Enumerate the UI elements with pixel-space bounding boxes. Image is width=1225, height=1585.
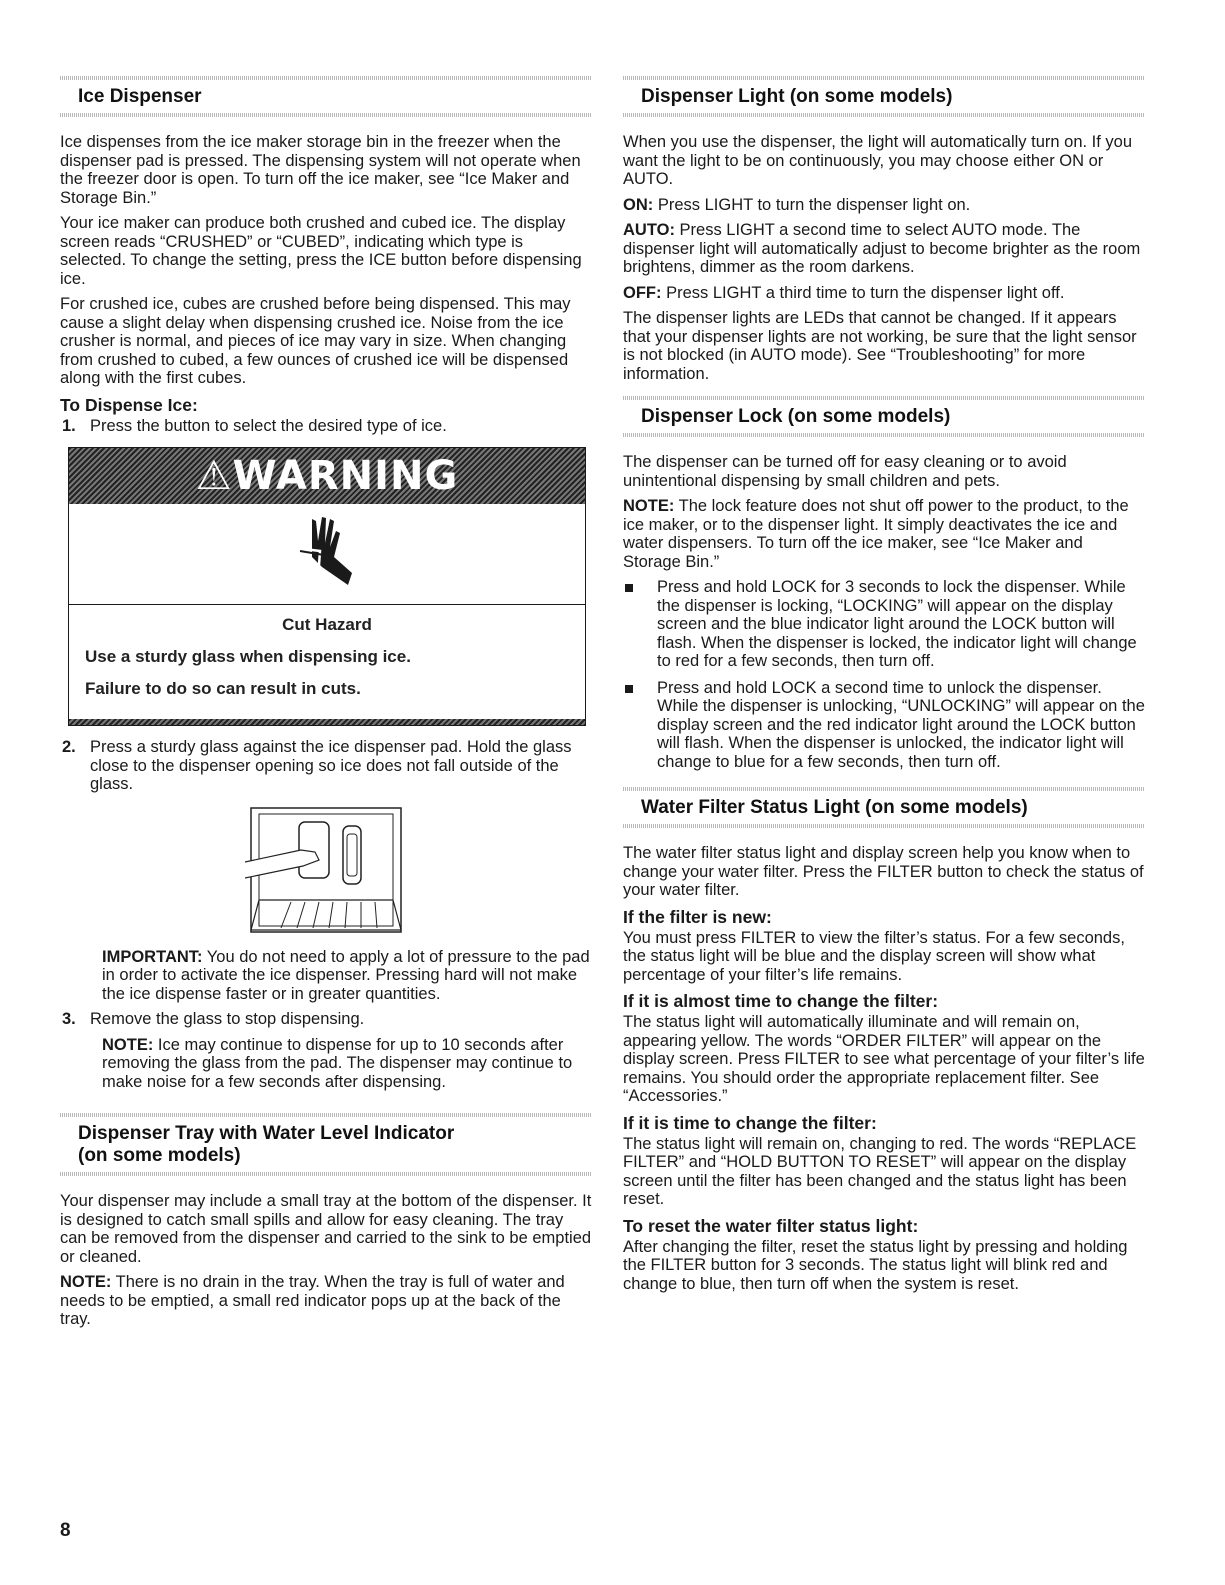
section-header-dispenser-light (623, 70, 1145, 125)
subheading: If it is time to change the filter: (623, 1112, 877, 1133)
subheading: If it is almost time to change the filter: (623, 991, 939, 1011)
step-number: 2. (62, 738, 76, 756)
warning-line: Failure to do so can result in cuts. (85, 679, 361, 698)
heading-dispenser-light: Dispenser Light (on some models) (641, 86, 953, 107)
list-item (623, 578, 1145, 671)
section-header-dispenser-tray (60, 1107, 592, 1184)
light-off: OFF: Press LIGHT a third time to turn the dispenser light off. (623, 283, 1065, 302)
step-3 (60, 1010, 592, 1029)
section-header-dispenser-lock (623, 390, 1145, 445)
heading-water-filter: Water Filter Status Light (on some models) (641, 797, 1028, 818)
bullet-icon (625, 584, 633, 592)
paragraph: After changing the filter, reset the status light by pressing and holding the FILTER button for 3 seconds. The status light will blink red and change to blue, then turn off when the system is reset. (623, 1237, 1128, 1293)
paragraph: The status light will automatically illuminate and will remain on, appearing yellow. The words “ORDER FILTER” will appear on the display screen. Press FILTER to see what percentage of your filter’s life remains. You should order the appropriate replacement filter. See “Accessories.” (623, 1013, 1145, 1105)
light-on: ON: Press LIGHT to turn the dispenser light on. (623, 195, 971, 214)
paragraph: When you use the dispenser, the light will automatically turn on. If you want the light to be on continuously, you may choose either ON or AUTO. (623, 133, 1133, 188)
note: NOTE: The lock feature does not shut off power to the product, to the ice maker, or to the dispenser light. It simply deactivates the ice and water dispensers. To turn off the ice maker, see “Ice Maker and Storage Bin.” (623, 497, 1129, 571)
list-item-text: Press and hold LOCK for 3 seconds to lock the dispenser. While the dispenser is locking, “LOCKING” will appear on the display screen and the blue indicator light around the LOCK button will flash. When the dispenser is locked, the indicator light will change to red for a few seconds, then turn off. (657, 578, 1137, 670)
paragraph: The status light will remain on, changing to red. The words “REPLACE FILTER” and “HOLD BUTTON TO RESET” will appear on the display screen until the filter has been changed and the status light has been reset. (623, 1134, 1137, 1208)
paragraph: You must press FILTER to view the filter’s status. For a few seconds, the status light will be blue and the display screen will show what percentage of your filter’s life remains. (623, 928, 1125, 984)
bullet-icon (625, 685, 633, 693)
section-header-ice-dispenser (60, 70, 592, 125)
warning-box (68, 447, 586, 726)
light-auto: AUTO: Press LIGHT a second time to select AUTO mode. The dispenser light will automatically adjust to become brighter as the room brightens, dimmer as the room darkens. (623, 221, 1141, 276)
warning-line: Use a sturdy glass when dispensing ice. (85, 647, 411, 666)
step-number: 3. (62, 1010, 76, 1028)
paragraph: Your ice maker can produce both crushed and cubed ice. The display screen reads “CRUSHED” or “CUBED”, indicating which type is selected. To change the setting, press the ICE button before dispensing ice. (60, 214, 582, 288)
note: NOTE: There is no drain in the tray. When the tray is full of water and needs to be emptied, a small red indicator pops up at the back of the tray. (60, 1273, 565, 1328)
dispenser-illustration (241, 804, 411, 936)
paragraph: The dispenser can be turned off for easy cleaning or to avoid unintentional dispensing by small children and pets. (623, 453, 1067, 490)
subheading-to-dispense-ice: To Dispense Ice: (60, 394, 198, 415)
step-text: Remove the glass to stop dispensing. (90, 1010, 365, 1028)
cut-hand-icon (282, 509, 372, 599)
step-text: Press a sturdy glass against the ice dispenser pad. Hold the glass close to the dispenser opening so ice does not fall outside of the glass. (90, 738, 572, 793)
paragraph: Your dispenser may include a small tray at the bottom of the dispenser. It is designed to catch small spills and allow for easy cleaning. The tray can be removed from the dispenser and carried to the sink to be emptied or cleaned. (60, 1192, 592, 1266)
step-text: Press the button to select the desired type of ice. (90, 416, 447, 435)
right-column (623, 70, 1145, 1300)
paragraph: Ice dispenses from the ice maker storage bin in the freezer when the dispenser pad is pressed. The dispensing system will not operate when the freezer door is open. To turn off the ice maker, see “Ice Maker and Storage Bin.” (60, 133, 581, 207)
step-1 (60, 417, 592, 436)
subheading: If the filter is new: (623, 906, 772, 927)
page-number: 8 (60, 1520, 71, 1541)
paragraph: For crushed ice, cubes are crushed before being dispensed. This may cause a slight delay when dispensing crushed ice. Noise from the ice crusher is normal, and pieces of ice may vary in size. When changing from crushed to cubed, a few ounces of crushed ice will be dispensed along with the first cubes. (60, 295, 571, 387)
heading-dispenser-lock: Dispenser Lock (on some models) (641, 406, 951, 427)
list-item-text: Press and hold LOCK a second time to unlock the dispenser. While the dispenser is unlocking, “UNLOCKING” will appear on the display screen and the red indicator light around the LOCK button will flash. When the dispenser is unlocked, the indicator light will change to blue for a few seconds, then turn off. (657, 678, 1145, 771)
paragraph: The water filter status light and display screen help you know when to change your water filter. Press the FILTER button to check the status of your water filter. (623, 844, 1144, 899)
note: NOTE: Ice may continue to dispense for up to 10 seconds after removing the glass from the pad. The dispenser may continue to make noise for a few seconds after dispensing. (102, 1035, 573, 1091)
left-column (60, 70, 592, 1336)
heading-dispenser-tray: Dispenser Tray with Water Level Indicator (on some models) (78, 1123, 455, 1166)
paragraph: The dispenser lights are LEDs that cannot be changed. If it appears that your dispenser lights are not working, be sure that the light sensor is not blocked (in AUTO mode). See “Troubleshooting” for more information. (623, 309, 1137, 383)
list-item (623, 679, 1145, 772)
subheading: To reset the water filter status light: (623, 1215, 919, 1236)
warning-title: Cut Hazard (282, 615, 372, 634)
warning-banner: ⚠WARNING (69, 448, 585, 504)
step-2 (60, 738, 592, 794)
important-note: IMPORTANT: You do not need to apply a lot of pressure to the pad in order to activate the ice dispenser. Pressing hard will not make the ice dispense faster or in greater quantities. (102, 947, 590, 1003)
step-number: 1. (62, 416, 76, 435)
section-header-water-filter (623, 781, 1145, 836)
heading-ice-dispenser: Ice Dispenser (78, 86, 202, 107)
